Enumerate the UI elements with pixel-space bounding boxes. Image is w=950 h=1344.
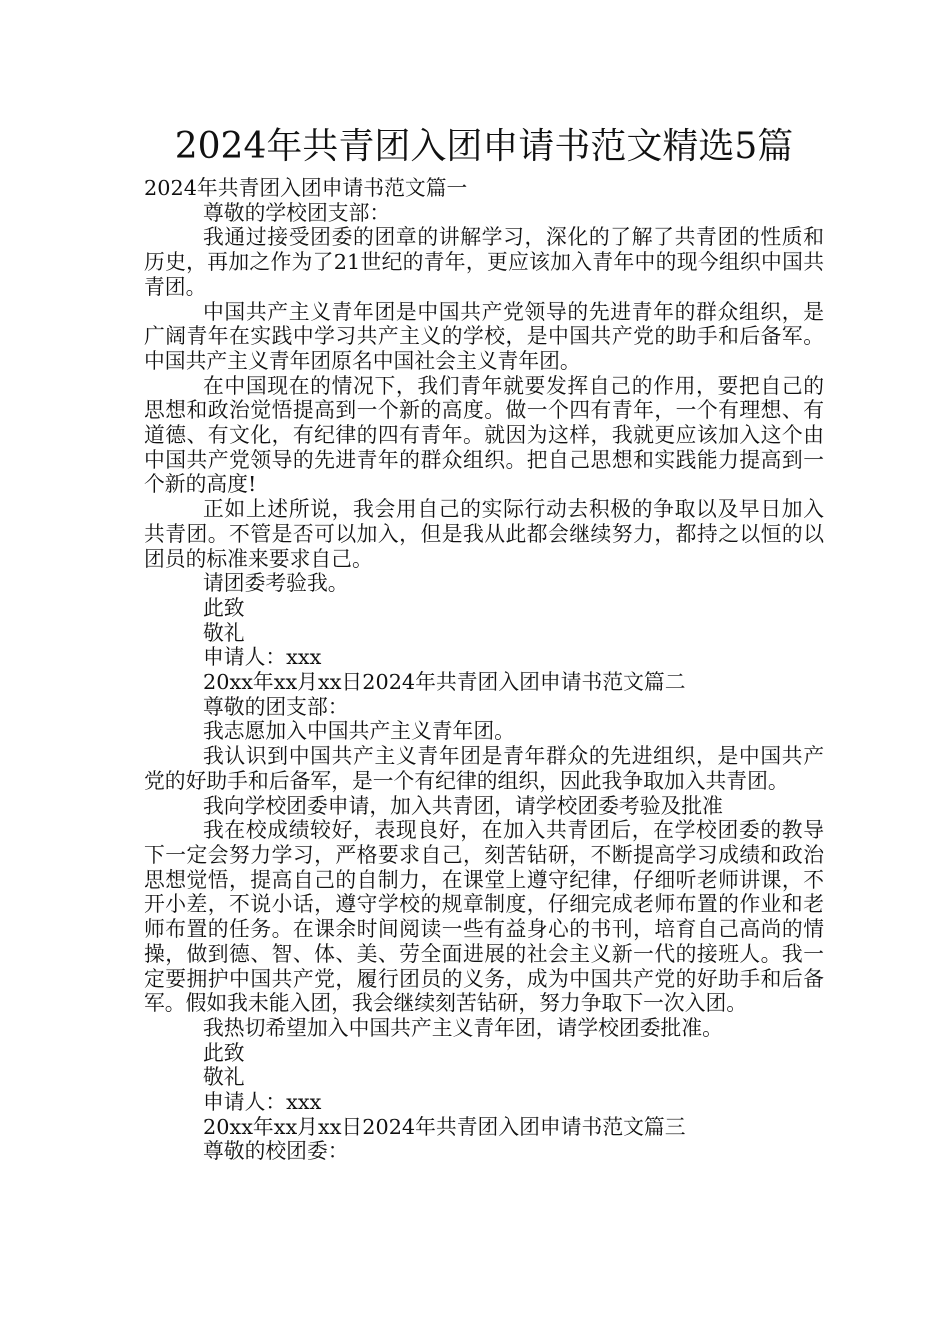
applicant-2: 申请人：xxx [203,1090,322,1115]
document-title: 2024年共青团入团申请书范文精选5篇 [174,126,794,167]
paragraph-1-4: 正如上述所说，我会用自己的实际行动去积极的争取以及早日加入共青团。不管是否可以加入，但是我从此都会继续努力，都持之以恒的以团员的标准来要求自己。 [144,497,824,571]
closing-2-a: 此致 [203,1040,245,1065]
salutation-2: 尊敬的团支部： [203,694,349,719]
paragraph-2-4: 我在校成绩较好，表现良好，在加入共青团后，在学校团委的教导下一定会努力学习，严格要求自己，刻苦钻研，不断提高学习成绩和政治思想觉悟，提高自己的自制力，在课堂上遵守纪律，仔细听老师讲课，不开小差，不说小话，遵守学校的规章制度，仔细完成老师布置的作业和老师布置的任务。在课余时间阅读一些有益身心的书刊，培育自己高尚的情操，做到德、智、体、美、劳全面进展的社会主义新一代的接班人。我一定要拥护中国共产党，履行团员的义务，成为中国共产党的好助手和后备军。假如我未能入团，我会继续刻苦钻研，努力争取下一次入团。 [144,818,824,1016]
paragraph-2-3: 我向学校团委申请，加入共青团，请学校团委考验及批准 [203,793,723,818]
applicant-1: 申请人：xxx [203,645,322,670]
closing-2-b: 敬礼 [203,1065,245,1090]
paragraph-1-1: 我通过接受团委的团章的讲解学习，深化的了解了共青团的性质和历史，再加之作为了21世纪的青年，更应该加入青年中的现今组织中国共青团。 [144,225,824,299]
document-page [144,120,824,1164]
closing-1-b: 敬礼 [203,620,245,645]
section-heading-1: 2024年共青团入团申请书范文篇一 [144,176,468,200]
paragraph-1-3: 在中国现在的情况下，我们青年就要发挥自己的作用，要把自己的思想和政治觉悟提高到一个新的高度。做一个四有青年，一个有理想、有道德、有文化，有纪律的四有青年。就因为这样，我就更应该加入这个由中国共产党领导的先进青年的群众组织。把自己思想和实践能力提高到一个新的高度! [144,373,824,497]
closing-1-a: 此致 [203,595,245,620]
paragraph-2-5: 我热切希望加入中国共产主义青年团，请学校团委批准。 [203,1015,723,1040]
paragraph-2-2: 我认识到中国共产主义青年团是青年群众的先进组织，是中国共产党的好助手和后备军，是一个有纪律的组织，因此我争取加入共青团。 [144,744,824,793]
salutation-3: 尊敬的校团委： [203,1139,349,1164]
date-and-section-heading-2: 20xx年xx月xx日2024年共青团入团申请书范文篇二 [203,670,686,695]
paragraph-2-1: 我志愿加入中国共产主义青年团。 [203,719,515,744]
salutation-1: 尊敬的学校团支部： [203,200,391,225]
paragraph-1-2: 中国共产主义青年团是中国共产党领导的先进青年的群众组织，是广阔青年在实践中学习共产主义的学校，是中国共产党的助手和后备军。中国共产主义青年团原名中国社会主义青年团。 [144,299,824,373]
date-and-section-heading-3: 20xx年xx月xx日2024年共青团入团申请书范文篇三 [203,1114,686,1139]
paragraph-1-5: 请团委考验我。 [203,571,349,596]
